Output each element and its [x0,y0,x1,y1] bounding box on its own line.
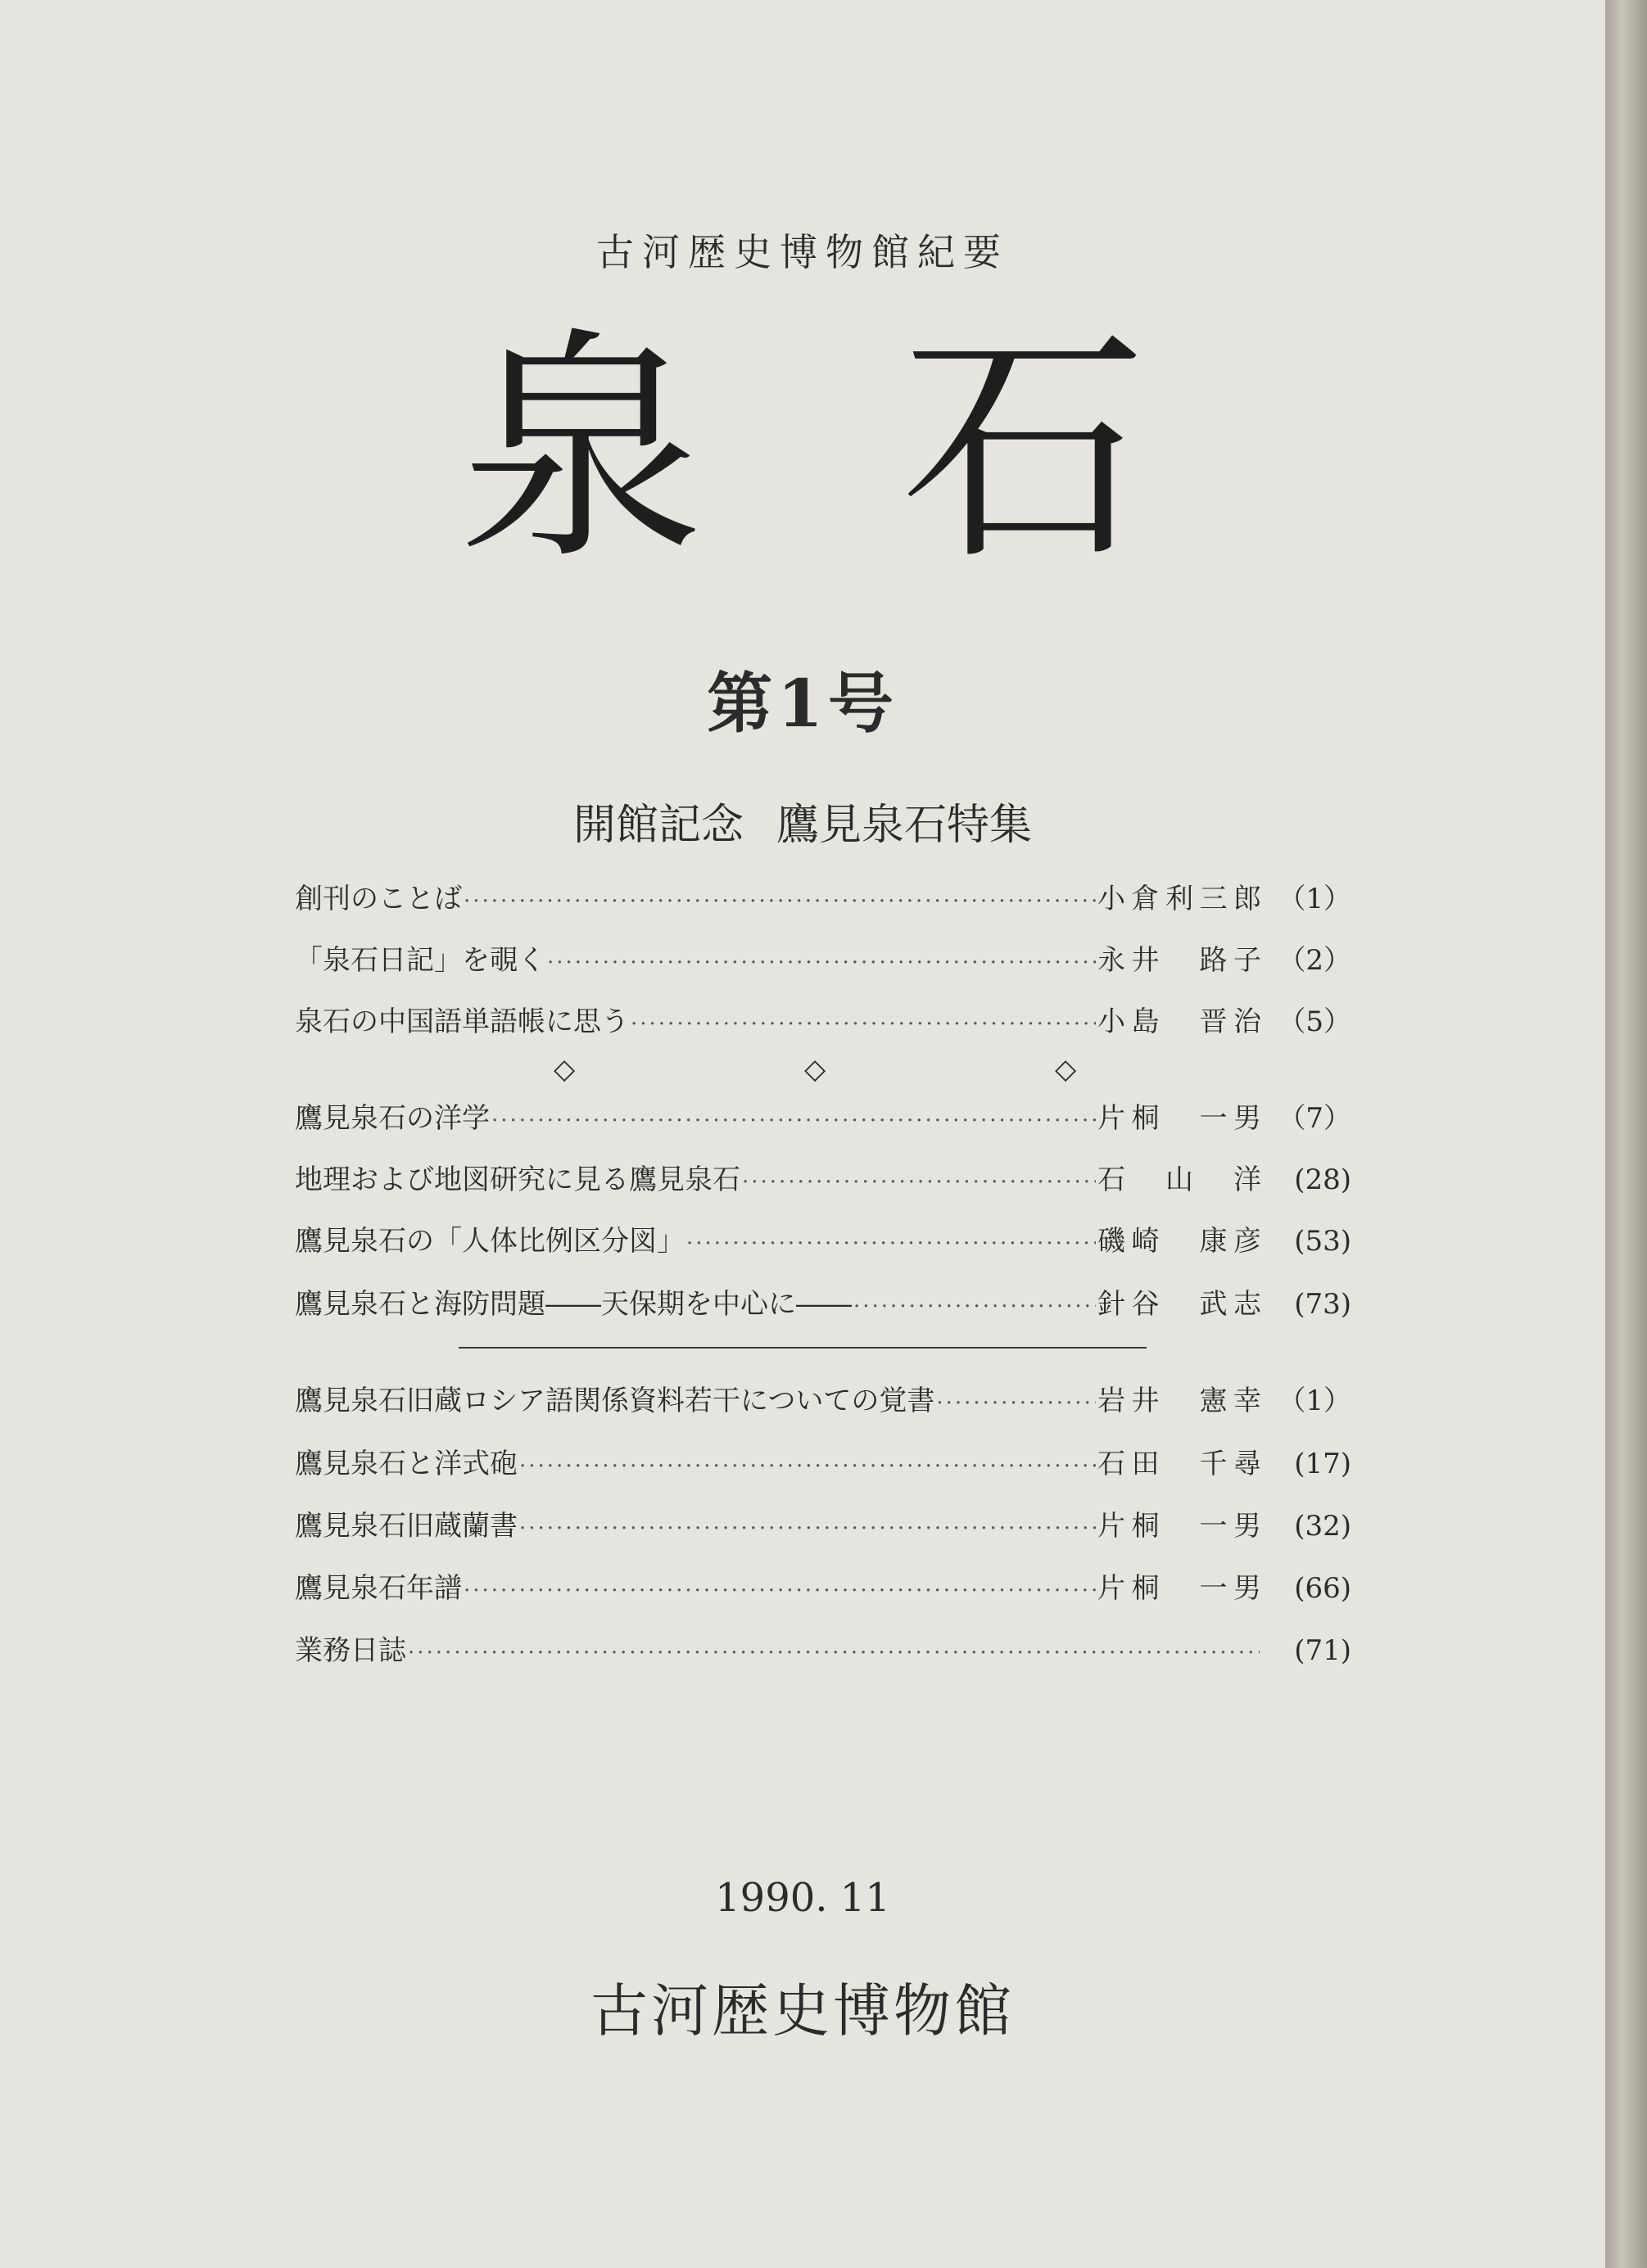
toc-entry-page: （5） [1278,1005,1351,1038]
toc-entry-title: 鷹見泉石の洋学 [295,1102,490,1135]
leader-dots [464,1579,1096,1603]
toc-entry-author: 針谷 武志 [1097,1288,1261,1321]
toc-entry-title: 鷹見泉石旧蔵ロシア語関係資料若干についての覚書 [295,1385,935,1417]
toc-entry-author: 小倉利三郎 [1097,883,1261,915]
toc-entry-title: 鷹見泉石と洋式砲 [295,1448,518,1480]
toc-entry-title: 地理および地図研究に見る鷹見泉石 [295,1163,740,1196]
book-edge [1605,0,1647,2268]
toc-entry-title: 泉石の中国語単語帳に思う [295,1005,629,1038]
toc-entry [295,1281,1351,1321]
toc-entry-title: 鷹見泉石旧蔵蘭書 [295,1510,518,1543]
toc-entry [295,1565,1351,1605]
toc-entry [295,1157,1351,1196]
toc-entry-page: (71) [1294,1634,1351,1667]
toc-entry [295,1441,1351,1480]
toc-entry-title: 鷹見泉石の「人体比例区分図」 [295,1225,685,1258]
toc-entry-page: (66) [1294,1572,1351,1605]
toc-entry-author: 石田 千尋 [1097,1448,1261,1480]
toc-entry [295,1503,1351,1543]
toc-entry [295,1218,1351,1258]
issue-number: 第1号 [707,665,898,742]
special-feature-label: 開館記念 [572,801,744,850]
toc-entry [295,937,1351,977]
toc-entry-title: 鷹見泉石年譜 [295,1572,462,1605]
toc-entry [295,876,1351,915]
toc-entry-author: 岩井 憲幸 [1097,1385,1261,1417]
toc-entry-author: 片桐 一男 [1097,1572,1261,1605]
journal-title: 泉石 [459,307,1343,593]
toc-entry-title: 鷹見泉石と海防問題――天保期を中心に―― [295,1288,852,1321]
toc-entry-author: 片桐 一男 [1097,1102,1261,1135]
toc-entry [295,1096,1351,1135]
leader-dots [742,1170,1096,1195]
leader-dots [519,1516,1096,1541]
publication-date: 1990. 11 [715,1875,890,1921]
toc-entry-title: 「泉石日記」を覗く [295,944,545,977]
divider-line [459,1347,1147,1349]
leader-dots [547,951,1096,975]
toc-entry-page: (17) [1294,1448,1351,1480]
section-separator [0,1053,1605,1086]
diamond-icon: ◇ [804,1053,826,1086]
toc-entry-author: 磯崎 康彦 [1097,1225,1261,1258]
diamond-icon: ◇ [554,1053,576,1086]
toc-entry-author: 永井 路子 [1097,944,1261,977]
leader-dots [519,1454,1096,1479]
diamond-icon: ◇ [1055,1053,1077,1086]
leader-dots [853,1294,1096,1319]
special-feature-name: 鷹見泉石特集 [776,801,1033,850]
leader-dots [408,1641,1260,1665]
leader-dots [936,1391,1096,1416]
toc-entry-author: 小島 晋治 [1097,1005,1261,1038]
toc-entry-page: (28) [1294,1163,1351,1196]
toc-entry [295,1628,1351,1667]
toc-entry [295,1378,1351,1417]
toc-entry [295,999,1351,1038]
toc-entry-page: （7） [1278,1102,1351,1135]
toc-entry-author: 片桐 一男 [1097,1510,1261,1543]
toc-entry-page: (73) [1294,1288,1351,1321]
toc-entry-page: （2） [1278,944,1351,977]
leader-dots [686,1231,1096,1256]
leader-dots [631,1012,1096,1037]
toc-entry-title: 業務日誌 [295,1634,406,1667]
toc-entry-page: (53) [1294,1225,1351,1258]
series-title: 古河歴史博物館紀要 [596,230,1009,274]
leader-dots [491,1109,1096,1133]
toc-entry-title: 創刊のことば [295,883,462,915]
leader-dots [464,889,1096,914]
publisher-name: 古河歴史博物館 [590,1977,1015,2044]
toc-entry-author: 石 山 洋 [1097,1163,1261,1196]
toc-entry-page: (32) [1294,1510,1351,1543]
toc-entry-page: （1） [1278,883,1351,915]
special-feature [0,790,1605,852]
toc-entry-page: （1） [1278,1385,1351,1417]
